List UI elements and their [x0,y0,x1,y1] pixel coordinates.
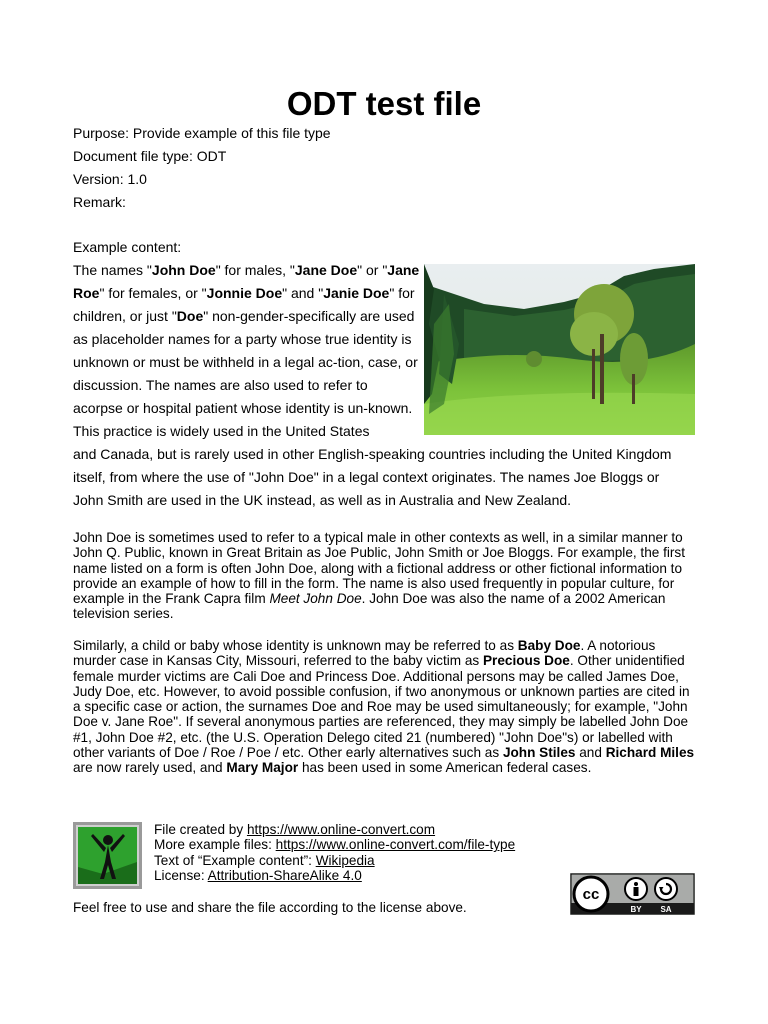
bold-name: Jane Doe [294,262,358,278]
cc-text: cc [582,886,600,903]
text: The names " [73,262,152,278]
wikipedia-link[interactable]: Wikipedia [315,852,375,868]
bold-name: Doe [176,308,204,324]
credit-created [154,822,515,837]
example-line [73,282,425,305]
text: and [575,745,606,761]
example-content-label: Example content: [73,239,182,255]
version-line: Version: 1.0 [73,171,147,187]
paragraph-baby-doe [73,638,698,776]
bold-name: John Stiles [502,745,576,761]
credits-block [154,822,515,883]
bold-name: Roe [73,285,100,301]
film-title: Meet John Doe [269,591,362,607]
text: Text of “Example content”: [154,852,316,868]
credit-license [154,868,515,883]
by-text: BY [630,905,642,914]
text: has been used in some American federal cases. [298,760,592,776]
cc-by-sa-badge-icon [570,873,695,915]
bold-name: Jane [387,262,420,278]
bold-name: Richard Miles [605,745,695,761]
bold-name: John Doe [151,262,216,278]
bold-name: Mary Major [226,760,299,776]
text: are now rarely used, and [73,760,227,776]
person-arms-raised-logo-icon [73,822,142,889]
text: . Other unidentified female murder victims are Cali Doe and Princess Doe. Additional persons may be called James Doe, Judy Doe, etc. However, to avoid possible confusion, if two anonymous or unknown parties are cited in a specific case or action, the surnames Doe and Roe may be used simultaneously; for example, "John Doe v. Jane Roe". If several anonymous parties are referenced, they may simply be labelled John Doe #1, John Doe #2, etc. (the U.S. Operation Delego cited 21 (numbered) "John Doe"s) or labelled with other variants of Doe / Roe / Poe / etc. Other early alternatives such as [73,653,690,761]
text: File created by [154,822,247,837]
bold-name: Precious Doe [482,653,570,669]
footer-note: Feel free to use and share the file according to the license above. [73,900,467,915]
text: . A notorious murder case in Kansas City, Missouri, referred to the baby victim as [73,638,656,669]
example-line: John Smith are used in the UK instead, as well as in Australia and New Zealand. [73,492,572,508]
text: children, or just " [73,308,177,324]
text: " non-gender-specifically are used [203,308,415,324]
text: " or " [357,262,388,278]
metadata-block [73,122,693,214]
doc-type-line: Document file type: ODT [73,148,227,164]
text: License: [154,867,208,883]
text: " and " [282,285,324,301]
paragraph-john-doe-contexts [73,530,698,622]
example-line: discussion. The names are also used to refer to [73,377,368,393]
example-line [73,305,425,328]
bold-name: Jonnie Doe [206,285,283,301]
text: " for males, " [215,262,295,278]
text: " for females, or " [99,285,207,301]
text: More example files: [154,837,276,853]
online-convert-link[interactable]: https://www.online-convert.com [246,822,436,837]
sa-text: SA [660,905,672,914]
text: John Doe is sometimes used to refer to a typical male in other contexts as well, in a similar manner to John Q. Public, known in Great Britain as Joe Public, John Smith or Joe Bloggs. For example, the first name listed on a form is often John Doe, along with a fictional address or other fictional information to provide an example of how to fill in the form. The name is also used frequently in popular culture, for example in the Frank Capra film [73,530,686,607]
bold-name: Janie Doe [323,285,390,301]
example-line: acorpse or hospital patient whose identity is un-known. [73,400,413,416]
example-line [73,259,425,282]
license-link[interactable]: Attribution-ShareAlike 4.0 [207,867,362,883]
file-type-link[interactable]: https://www.online-convert.com/file-type [275,837,516,853]
remark-line: Remark: [73,194,126,210]
text: Similarly, a child or baby whose identity is unknown may be referred to as [73,638,518,653]
example-line: This practice is widely used in the United States [73,423,370,439]
example-line: itself, from where the use of "John Doe" in a legal context originates. The names Joe Bloggs or [73,469,660,485]
meadow-forest-photo [424,264,695,435]
example-line: as placeholder names for a party whose true identity is [73,331,412,347]
bold-name: Baby Doe [517,638,581,653]
document-title: ODT test file [286,85,482,122]
example-line: and Canada, but is rarely used in other English-speaking countries including the United Kingdom [73,446,672,462]
example-line: unknown or must be withheld in a legal ac-tion, case, or [73,354,418,370]
credit-text [154,853,515,868]
credit-more [154,837,515,852]
purpose-line: Purpose: Provide example of this file type [73,125,331,141]
text: . John Doe was also the name of a 2002 American television series. [73,591,666,622]
text: " for [389,285,415,301]
